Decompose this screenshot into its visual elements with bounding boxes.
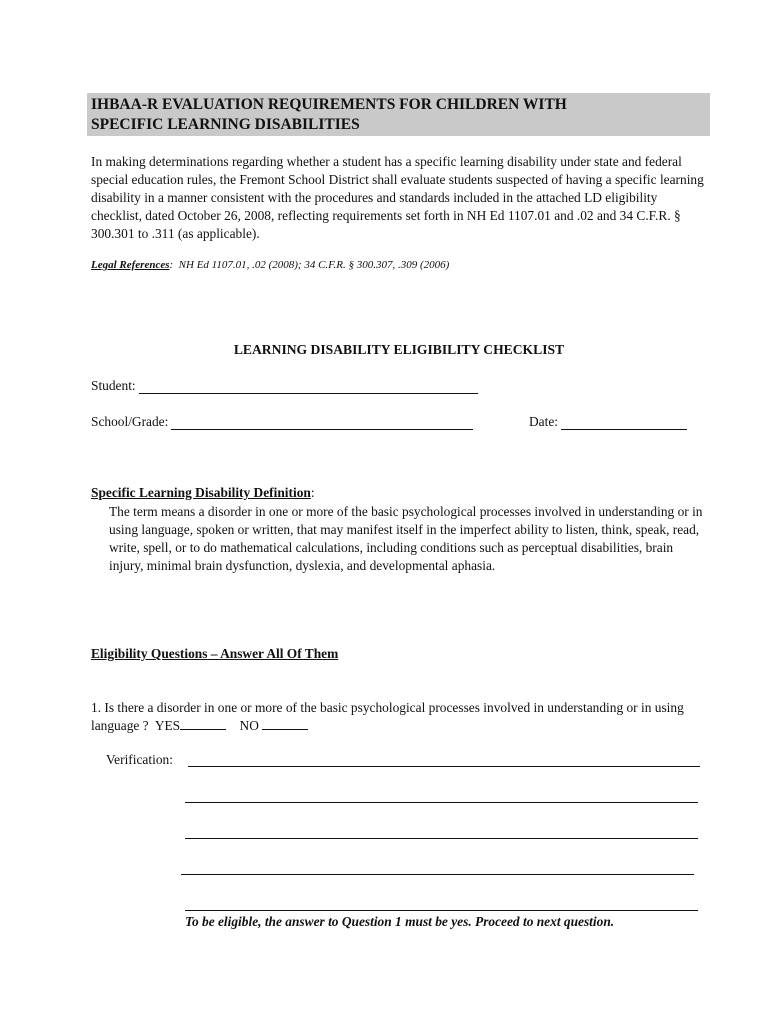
verification-line-2[interactable] <box>185 802 698 803</box>
definition-heading-colon: : <box>310 485 315 500</box>
question-1-text: 1. Is there a disorder in one or more of the basic psychological processes involved in understanding or in using language ? <box>91 700 684 733</box>
page-title <box>91 95 701 135</box>
definition-body: The term means a disorder in one or more of the basic psychological processes involved in understanding or in using language, spoken or written, that may manifest itself in the imperfect ability to listen, think, speak, read, write, spell, or to do mathematical calculations, including conditions such as perceptual disabilities, brain injury, minimal brain dysfunction, dyslexia, and developmental aphasia. <box>109 504 703 573</box>
verification-line-3[interactable] <box>185 838 698 839</box>
student-input-line[interactable] <box>139 379 478 394</box>
verification-label: Verification: <box>106 752 173 767</box>
student-field <box>91 378 478 394</box>
definition-heading-text: Specific Learning Disability Definition <box>91 485 311 500</box>
verification-line-1[interactable] <box>188 766 700 767</box>
title-line-1: IHBAA-R EVALUATION REQUIREMENTS FOR CHILDREN WITH <box>91 96 567 113</box>
checklist-title: LEARNING DISABILITY ELIGIBILITY CHECKLIST <box>233 342 565 357</box>
eligibility-note: To be eligible, the answer to Question 1 must be yes. Proceed to next question. <box>185 914 615 929</box>
legal-references-text: NH Ed 1107.01, .02 (2008); 34 C.F.R. § 300.307, .309 (2006) <box>178 259 450 271</box>
student-label: Student: <box>91 378 136 393</box>
yes-answer-blank[interactable] <box>180 717 226 730</box>
definition-heading <box>91 485 315 501</box>
legal-references-colon: : <box>169 259 174 271</box>
school-grade-input-line[interactable] <box>171 415 473 430</box>
date-label: Date: <box>529 414 558 429</box>
no-label: NO <box>239 718 259 733</box>
title-line-2: SPECIFIC LEARNING DISABILITIES <box>91 116 360 133</box>
date-field <box>529 414 687 430</box>
legal-references-label: Legal References <box>91 259 170 271</box>
intro-paragraph: In making determinations regarding whether a student has a specific learning disability under state and federal special education rules, the Fremont School District shall evaluate students suspected of having a specific learning disability in a manner consistent with the procedures and standards included in the attached LD eligibility checklist, dated October 26, 2008, reflecting requirements set forth in NH Ed 1107.01 and .02 and 34 C.F.R. § 300.301 to .311 (as applicable). <box>91 154 704 241</box>
eligibility-heading: Eligibility Questions – Answer All Of Them <box>91 646 339 661</box>
legal-references <box>91 259 711 271</box>
verification-line-4[interactable] <box>181 874 694 875</box>
school-grade-field <box>91 414 473 430</box>
school-grade-label: School/Grade: <box>91 414 169 429</box>
yes-label: YES <box>154 718 181 733</box>
question-1 <box>91 699 711 735</box>
date-input-line[interactable] <box>561 415 687 430</box>
no-answer-blank[interactable] <box>262 717 308 730</box>
verification-line-5[interactable] <box>185 910 698 911</box>
